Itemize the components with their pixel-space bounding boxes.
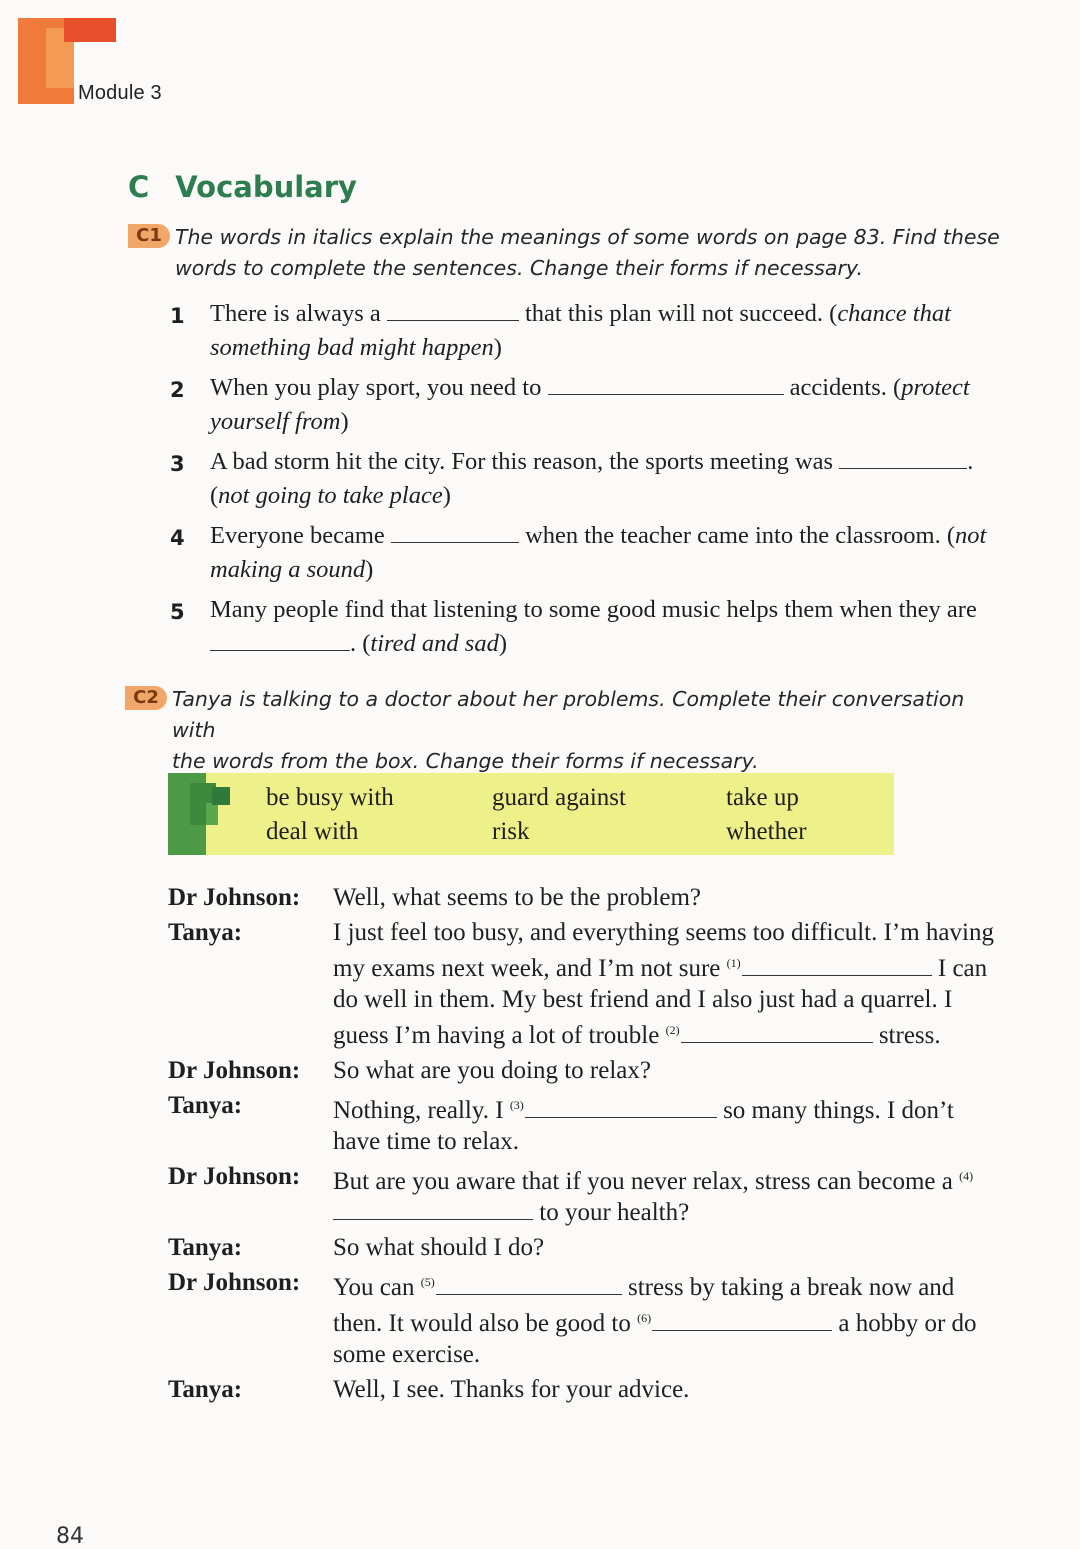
item-number: 2 [170,378,185,402]
list-item: 4 Everyone became when the teacher came into the classroom. (not making a sound) [170,519,1010,587]
dialogue-turn: Tanya: Nothing, really. I $^{(3)}$ so many things. I don’t have time to relax. [168,1092,954,1155]
dialogue [168,882,998,1409]
item-hint: tired and sad [370,630,499,657]
speaker: Tanya: [168,1376,243,1403]
word-option: whether [726,818,807,845]
speaker: Dr Johnson: [168,1163,301,1190]
speaker: Dr Johnson: [168,1269,301,1296]
answer-blank[interactable] [681,1020,873,1043]
speaker: Dr Johnson: [168,1057,301,1084]
item-number: 5 [170,600,185,624]
answer-blank[interactable] [652,1308,832,1331]
word-option: deal with [266,818,359,845]
item-hint: not going to take place [218,482,443,509]
item-hint: chance that something bad might happen [210,300,951,361]
list-item: 2 When you play sport, you need to accidents. (protect yourself from) [170,371,1010,439]
exercise-badge-c1: C1 [128,224,170,248]
speaker: Dr Johnson: [168,884,301,911]
dialogue-turn: Dr Johnson: Well, what seems to be the problem? [168,884,702,911]
module-label: Module 3 [78,82,162,104]
blank-marker: (5) [420,1275,435,1289]
dialogue-turn: Tanya: I just feel too busy, and everything seems too difficult. I’m having my exams next week, and I’m not sure $^{(1)}$ I can do well in them. My best friend and I also just had a quarrel. I guess I’m having a lot of trouble $^{(2)}$ stress. [168,919,994,1049]
item-hint: not making a sound [210,522,987,583]
list-item: 1 There is always a that this plan will not succeed. (chance that something bad might happen) [170,297,1010,365]
item-number: 1 [170,304,185,328]
word-option: be busy with [266,784,394,811]
exercise-badge-c2: C2 [125,686,167,710]
answer-blank[interactable] [839,446,967,469]
answer-blank[interactable] [548,372,784,395]
page-number: 84 [56,1524,84,1549]
item-number: 3 [170,452,185,476]
speaker: Tanya: [168,1092,243,1119]
blank-marker: (4) [959,1169,974,1183]
item-number: 4 [170,526,185,550]
list-item: 3 A bad storm hit the city. For this reason, the sports meeting was . (not going to take place) [170,445,1010,513]
blank-marker: (3) [509,1098,524,1112]
list-item: 5 Many people find that listening to some good music helps them when they are . (tired and sad) [170,593,1010,661]
answer-blank[interactable] [387,298,519,321]
dialogue-turn: Dr Johnson: So what are you doing to relax? [168,1057,651,1084]
word-option: guard against [492,784,626,811]
c1-instruction: The words in italics explain the meanings of some words on page 83. Find these words to complete the sentences. Change their forms if necessary. [175,225,1000,280]
dialogue-turn: Dr Johnson: But are you aware that if you never relax, stress can become a $^{(4)}$ to your health? [168,1163,974,1226]
word-box [168,773,894,855]
answer-blank[interactable] [210,628,350,651]
speaker: Tanya: [168,919,243,946]
blank-marker: (1) [726,956,741,970]
dialogue-turn: Tanya: Well, I see. Thanks for your advice. [168,1376,690,1403]
word-option: take up [726,784,799,811]
c1-item-list [170,297,1010,667]
word-option: risk [492,818,530,845]
dialogue-turn: Dr Johnson: You can $^{(5)}$ stress by taking a break now and then. It would also be good to $^{(6)}$ a hobby or do some exercise. [168,1269,977,1368]
item-hint: protect yourself from [210,374,970,435]
answer-blank[interactable] [391,520,519,543]
section-letter: C [128,170,150,204]
blank-marker: (6) [637,1311,652,1325]
answer-blank[interactable] [525,1095,717,1118]
section-heading [128,170,357,204]
section-title: Vocabulary [175,170,357,204]
speaker: Tanya: [168,1234,243,1261]
answer-blank[interactable] [742,953,932,976]
answer-blank[interactable] [436,1272,622,1295]
dialogue-turn: Tanya: So what should I do? [168,1234,545,1261]
c2-instruction: Tanya is talking to a doctor about her problems. Complete their conversation with the words from the box. Change their forms if necessary. [172,687,965,773]
answer-blank[interactable] [333,1197,533,1220]
blank-marker: (2) [665,1023,680,1037]
